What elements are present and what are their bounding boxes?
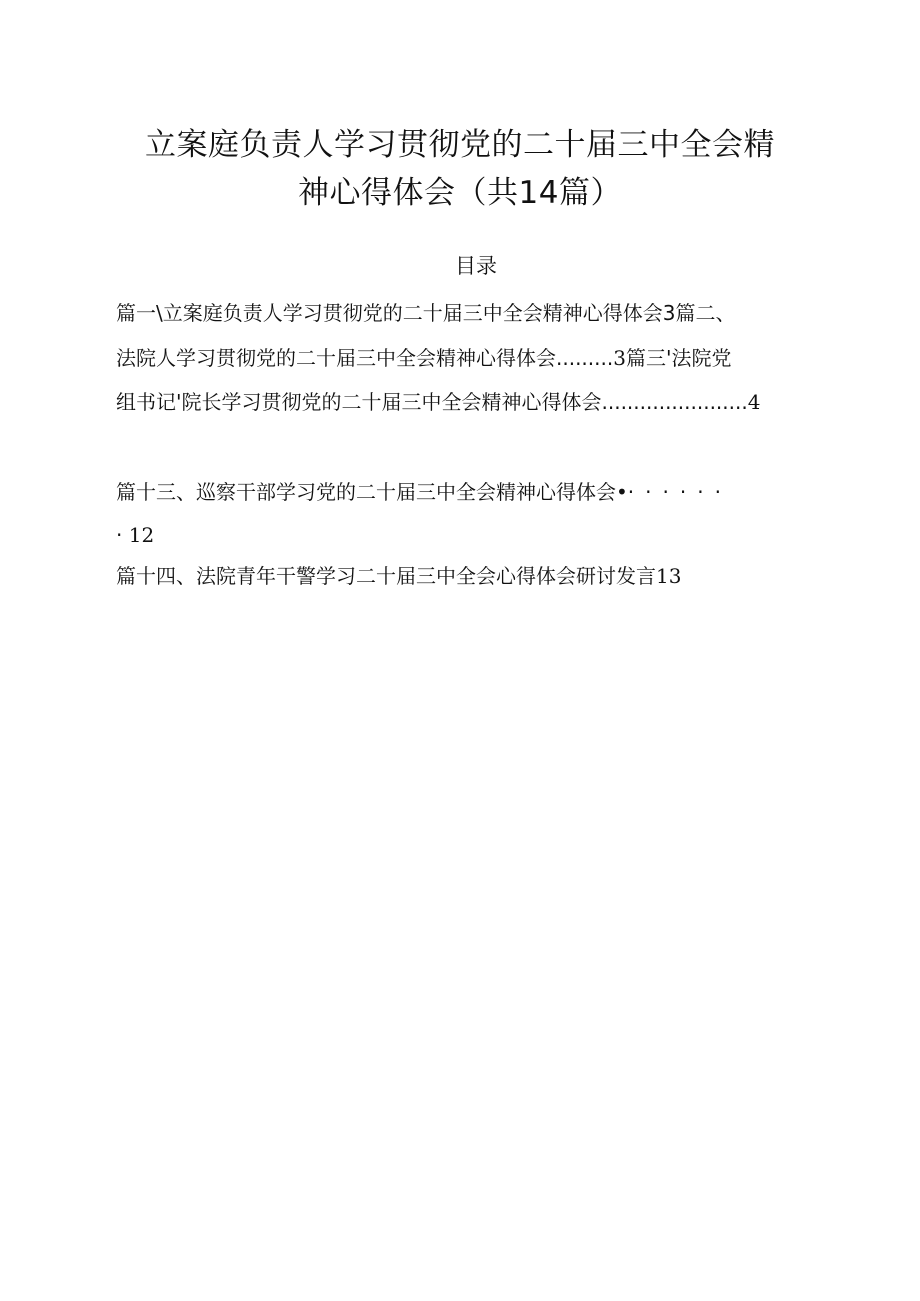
- toc-entry-text: 篇十四、法院青年干警学习二十届三中全会心得体会研讨发言: [116, 564, 656, 588]
- toc-page-number: 12: [128, 523, 155, 547]
- toc-leader-dots: .........: [556, 346, 614, 370]
- toc-page-number: 4: [747, 390, 761, 414]
- toc-leader-dots: ······: [627, 480, 732, 504]
- toc-page-number: 3: [613, 346, 626, 370]
- toc-entry-text: 组书记'院长学习贯彻党的二十届三中全会精神心得体会: [116, 390, 602, 414]
- toc-page-number: 13: [656, 564, 682, 588]
- toc-entry-3[interactable]: [116, 387, 816, 417]
- toc-entry-1[interactable]: [116, 298, 816, 328]
- toc-entry-text: 篇一\立案庭负责人学习贯彻党的二十届三中全会精神心得体会3篇二、: [116, 301, 736, 325]
- toc-entry-13-page[interactable]: [116, 520, 816, 550]
- toc-leader-dots: .......................: [601, 390, 748, 414]
- toc-heading: 目录: [455, 254, 497, 278]
- toc-entry-2[interactable]: [116, 343, 816, 373]
- toc-entry-13[interactable]: [116, 477, 816, 507]
- document-title-line-2: 神心得体会（共14篇）: [298, 175, 622, 211]
- toc-entry-text: 篇十三、巡察干部学习党的二十届三中全会精神心得体会•: [116, 480, 628, 504]
- toc-entry-14[interactable]: [116, 561, 816, 591]
- toc-leader-dots: ·: [116, 523, 123, 547]
- toc-entry-text: 法院人学习贯彻党的二十届三中全会精神心得体会: [116, 346, 556, 370]
- toc-entry-continuation: 篇三'法院党: [625, 346, 732, 370]
- document-title-line-1: 立案庭负责人学习贯彻党的二十届三中全会精: [145, 127, 775, 163]
